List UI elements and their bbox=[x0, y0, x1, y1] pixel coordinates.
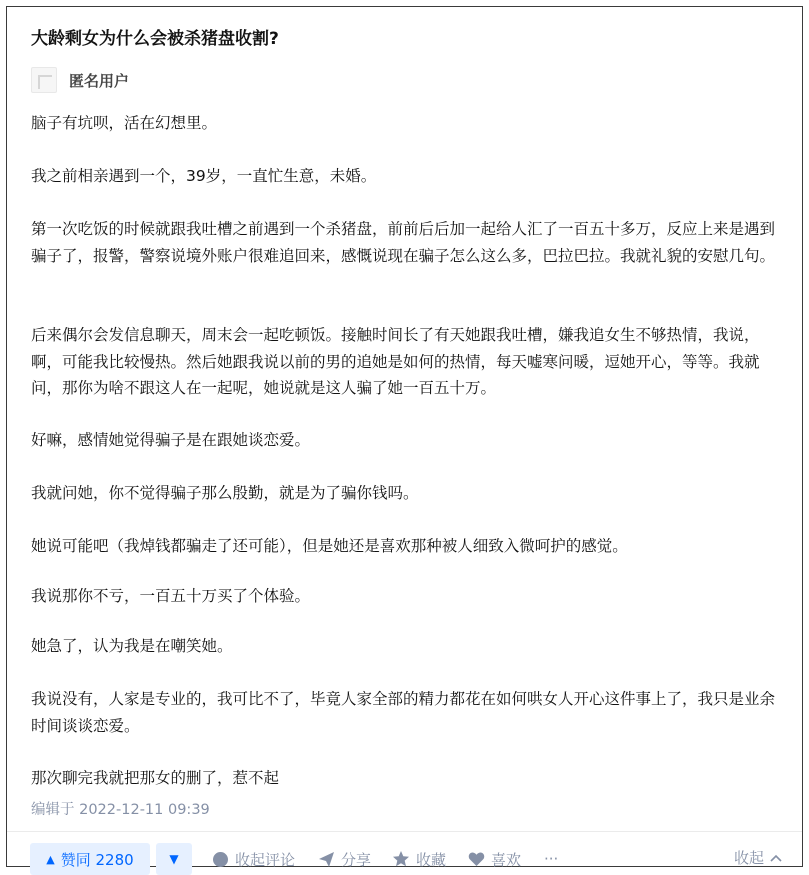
comments-button[interactable] bbox=[212, 843, 295, 875]
answer-card bbox=[6, 6, 803, 867]
comments-label: 收起评论 bbox=[235, 850, 296, 869]
answer-paragraph: 那次聊完我就把那女的删了，惹不起 bbox=[31, 769, 280, 787]
action-bar bbox=[7, 831, 802, 867]
like-label: 喜欢 bbox=[491, 850, 522, 869]
vote-up-button[interactable] bbox=[30, 843, 150, 875]
more-button[interactable] bbox=[544, 843, 558, 875]
answer-paragraph: 我之前相亲遇到一个，39岁，一直忙生意，未婚。 bbox=[31, 167, 377, 185]
question-title[interactable]: 大龄剩女为什么会被杀猪盘收割? bbox=[31, 29, 279, 49]
author-row bbox=[31, 65, 129, 95]
answer-paragraph: 她急了，认为我是在嘲笑她。 bbox=[31, 637, 233, 655]
vote-down-button[interactable] bbox=[156, 843, 192, 875]
answer-paragraph: 脑子有坑呗，活在幻想里。 bbox=[31, 114, 218, 132]
more-icon: ··· bbox=[544, 850, 559, 868]
answer-paragraph: 我说那你不亏，一百五十万买了个体验。 bbox=[31, 587, 311, 605]
edited-time[interactable]: 编辑于 2022-12-11 09:39 bbox=[31, 802, 210, 818]
vote-up-label: 赞同 2280 bbox=[60, 850, 134, 869]
collapse-button[interactable] bbox=[734, 842, 782, 872]
answer-paragraph: 后来偶尔会发信息聊天，周末会一起吃顿饭。接触时间长了有天她跟我吐槽，嫌我追女生不够热情，我说，啊，可能我比较慢热。然后她跟我说以前的男的追她是如何的热情，每天嘘寒问暖，逗她开心，等等。我就问，那你为啥不跟这人在一起呢，她说就是这人骗了她一百五十万。 bbox=[31, 326, 760, 397]
answer-paragraph: 好嘛，感情她觉得骗子是在跟她谈恋爱。 bbox=[31, 431, 311, 449]
chevron-up-icon bbox=[770, 848, 782, 866]
favorite-label: 收藏 bbox=[416, 850, 447, 869]
like-button[interactable] bbox=[468, 843, 521, 875]
comment-icon bbox=[212, 851, 229, 868]
collapse-label: 收起 bbox=[733, 848, 764, 867]
triangle-down-icon: ▼ bbox=[169, 852, 179, 866]
share-label: 分享 bbox=[341, 850, 372, 869]
author-name[interactable]: 匿名用户 bbox=[69, 71, 130, 90]
avatar[interactable] bbox=[31, 67, 57, 93]
answer-paragraph: 我说没有，人家是专业的，我可比不了，毕竟人家全部的精力都花在如何哄女人开心这件事上了，我只是业余时间谈谈恋爱。 bbox=[31, 690, 776, 735]
answer-paragraph: 我就问她，你不觉得骗子那么殷勤，就是为了骗你钱吗。 bbox=[31, 484, 419, 502]
star-icon bbox=[392, 850, 410, 868]
answer-paragraph: 她说可能吧（我焯钱都骗走了还可能），但是她还是喜欢那种被人细致入微呵护的感觉。 bbox=[31, 537, 628, 555]
share-button[interactable] bbox=[318, 843, 371, 875]
answer-paragraph: 第一次吃饭的时候就跟我吐槽之前遇到一个杀猪盘，前前后后加一起给人汇了一百五十多万，反应上来是遇到骗子了，报警，警察说境外账户很难追回来，感慨说现在骗子怎么这么多，巴拉巴拉。我就礼貌的安慰几句。 bbox=[31, 220, 776, 265]
favorite-button[interactable] bbox=[392, 843, 446, 875]
triangle-up-icon: ▲ bbox=[46, 852, 55, 866]
share-icon bbox=[318, 851, 335, 868]
heart-icon bbox=[468, 851, 485, 867]
